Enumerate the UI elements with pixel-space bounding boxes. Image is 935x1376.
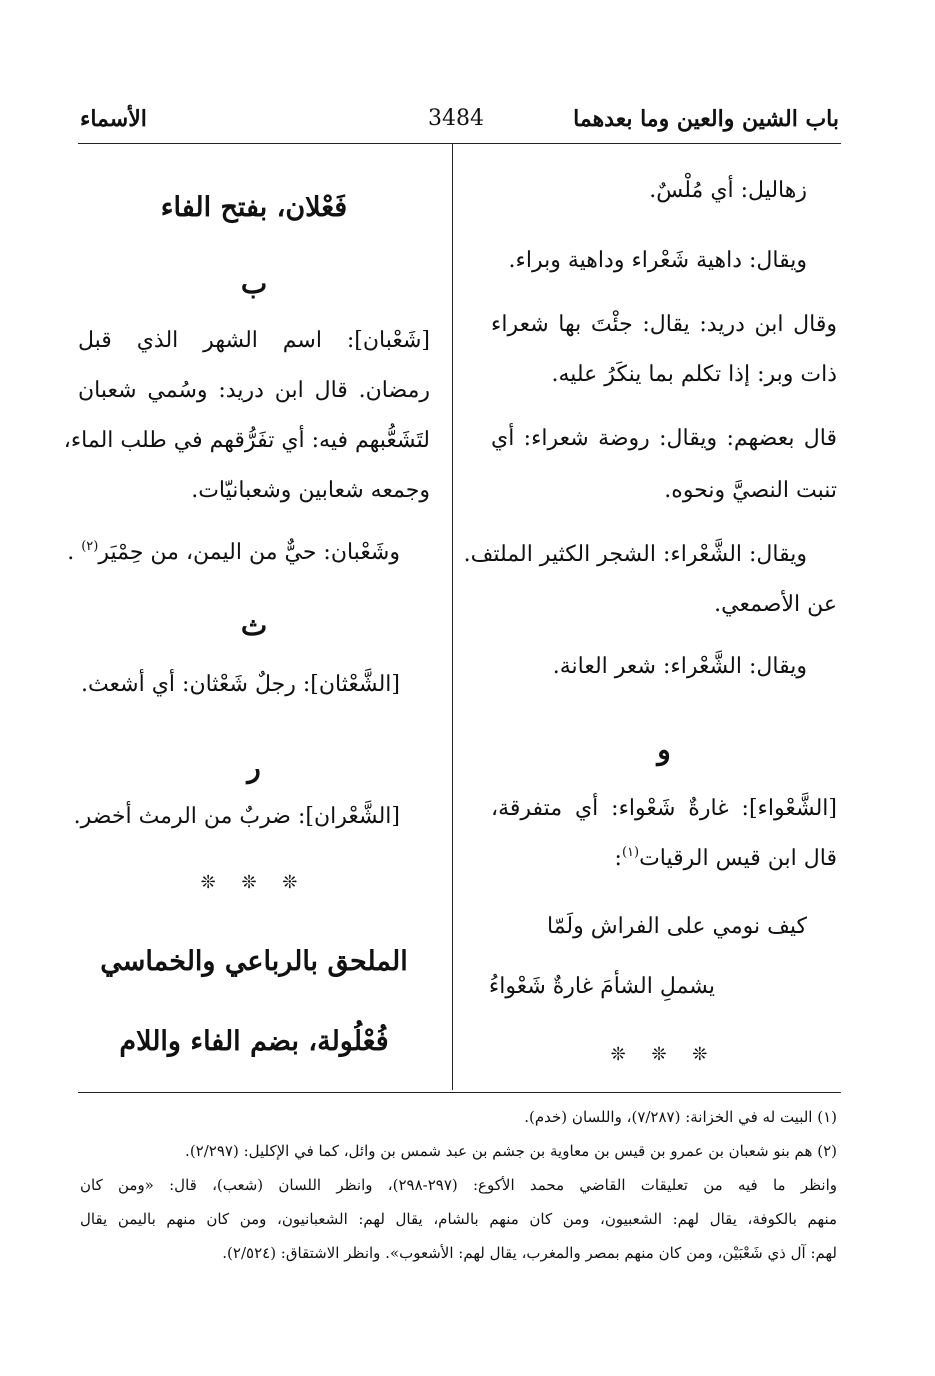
letter-heading-tha: ث — [240, 609, 268, 642]
text-line: زهاليل: أي مُلْسٌ. — [649, 178, 807, 203]
text-line: وجمعه شعابين وشعبانيّات. — [191, 478, 430, 503]
text-line: ذات وبر: إذا تكلم بما ينكَرُ عليه. — [551, 362, 837, 387]
entry-shathan: [الشَّعْثان]: رجلٌ شَعْثان: أي أشعث. — [80, 672, 400, 697]
running-head-chapter: باب الشين والعين وما بعدهما — [573, 106, 839, 132]
section-separator: ❊ ❊ ❊ — [200, 872, 308, 893]
section-separator: ❊ ❊ ❊ — [610, 1044, 718, 1065]
text-line: وقال ابن دريد: يقال: جئْتَ بها شعراء — [491, 312, 837, 337]
text-line: لتَشَعُّبهم فيه: أي تفَرُّقهم في طلب الماء، — [63, 428, 430, 453]
text-line: ويقال: الشَّعْراء: شعر العانة. — [552, 654, 807, 679]
running-head-section: الأسماء — [80, 106, 147, 132]
footnote-rule — [78, 1092, 841, 1093]
footnote-line: منهم بالكوفة، يقال لهم: الشعبيون، ومن كان منهم بالشام، يقال لهم: الشعبانيون، ومن كان منهم باليمن يقال — [80, 1210, 837, 1228]
letter-heading-ba: ب — [240, 267, 268, 300]
entry-shawa-cont: قال ابن قيس الرقيات$^{(١)}$: — [614, 845, 837, 871]
entry-shaban: [شَعْبان]: اسم الشهر الذي قبل — [78, 328, 430, 353]
verse-hemistich: يشملِ الشأمَ غارةٌ شَعْواءُ — [488, 974, 715, 999]
verse-hemistich: كيف نومي على الفراش ولَمّا — [546, 914, 807, 939]
text-line: عن الأصمعي. — [714, 592, 837, 617]
footnote-line: لهم: آل ذي شَعْبَيْن، ومن كان منهم بمصر والمغرب، يقال لهم: الأشعوب». وانظر الاشتقاق: (٢/٥٢٤). — [222, 1244, 837, 1262]
footnote-line: وانظر ما فيه من تعليقات القاضي محمد الأكوع: (٢٩٧-٢٩٨)، وانظر اللسان (شعب)، قال: «ومن كان — [80, 1176, 837, 1194]
column-divider — [452, 144, 453, 1090]
entry-shaban-tribe: وشَعْبان: حيٌّ من اليمن، من حِمْيَر$^{(٢)}$ . — [67, 539, 400, 565]
text-line: ويقال: داهية شَعْراء وداهية وبراء. — [508, 248, 807, 273]
entry-shaaran: [الشَّعْران]: ضربٌ من الرمث أخضر. — [73, 804, 400, 829]
footnote-ref-2: (٢) — [81, 539, 99, 554]
pattern-heading: فَعْلان، بفتح الفاء — [160, 192, 348, 223]
footnote-ref-1: (١) — [621, 845, 640, 860]
text-line: قال بعضهم: ويقال: روضة شعراء: أي — [491, 426, 837, 451]
text-line: ويقال: الشَّعْراء: الشجر الكثير الملتف. — [463, 542, 807, 567]
footnote-1: (١) البيت له في الخزانة: (٧/٢٨٧)، واللسان (خدم). — [524, 1108, 837, 1126]
footnote-2: (٢) هم بنو شعبان بن عمرو بن قيس بن معاوية بن جشم بن عبد شمس بن وائل، كما في الإكليل: (٢/٢٩٧). — [185, 1142, 837, 1160]
letter-heading-waw: و — [657, 733, 671, 766]
entry-shawa: [الشَّعْواء]: غارةٌ شَعْواء: أي متفرقة، — [491, 796, 837, 821]
page-number: 3484 — [428, 106, 484, 131]
pattern-heading: فُعْلُولة، بضم الفاء واللام — [119, 1026, 389, 1057]
text-line: تنبت النصيَّ ونحوه. — [664, 478, 837, 503]
letter-heading-ra: ر — [247, 751, 261, 784]
header-rule — [78, 143, 841, 144]
section-heading: الملحق بالرباعي والخماسي — [100, 946, 408, 977]
text-line: رمضان. قال ابن دريد: وسُمي شعبان — [78, 378, 430, 403]
